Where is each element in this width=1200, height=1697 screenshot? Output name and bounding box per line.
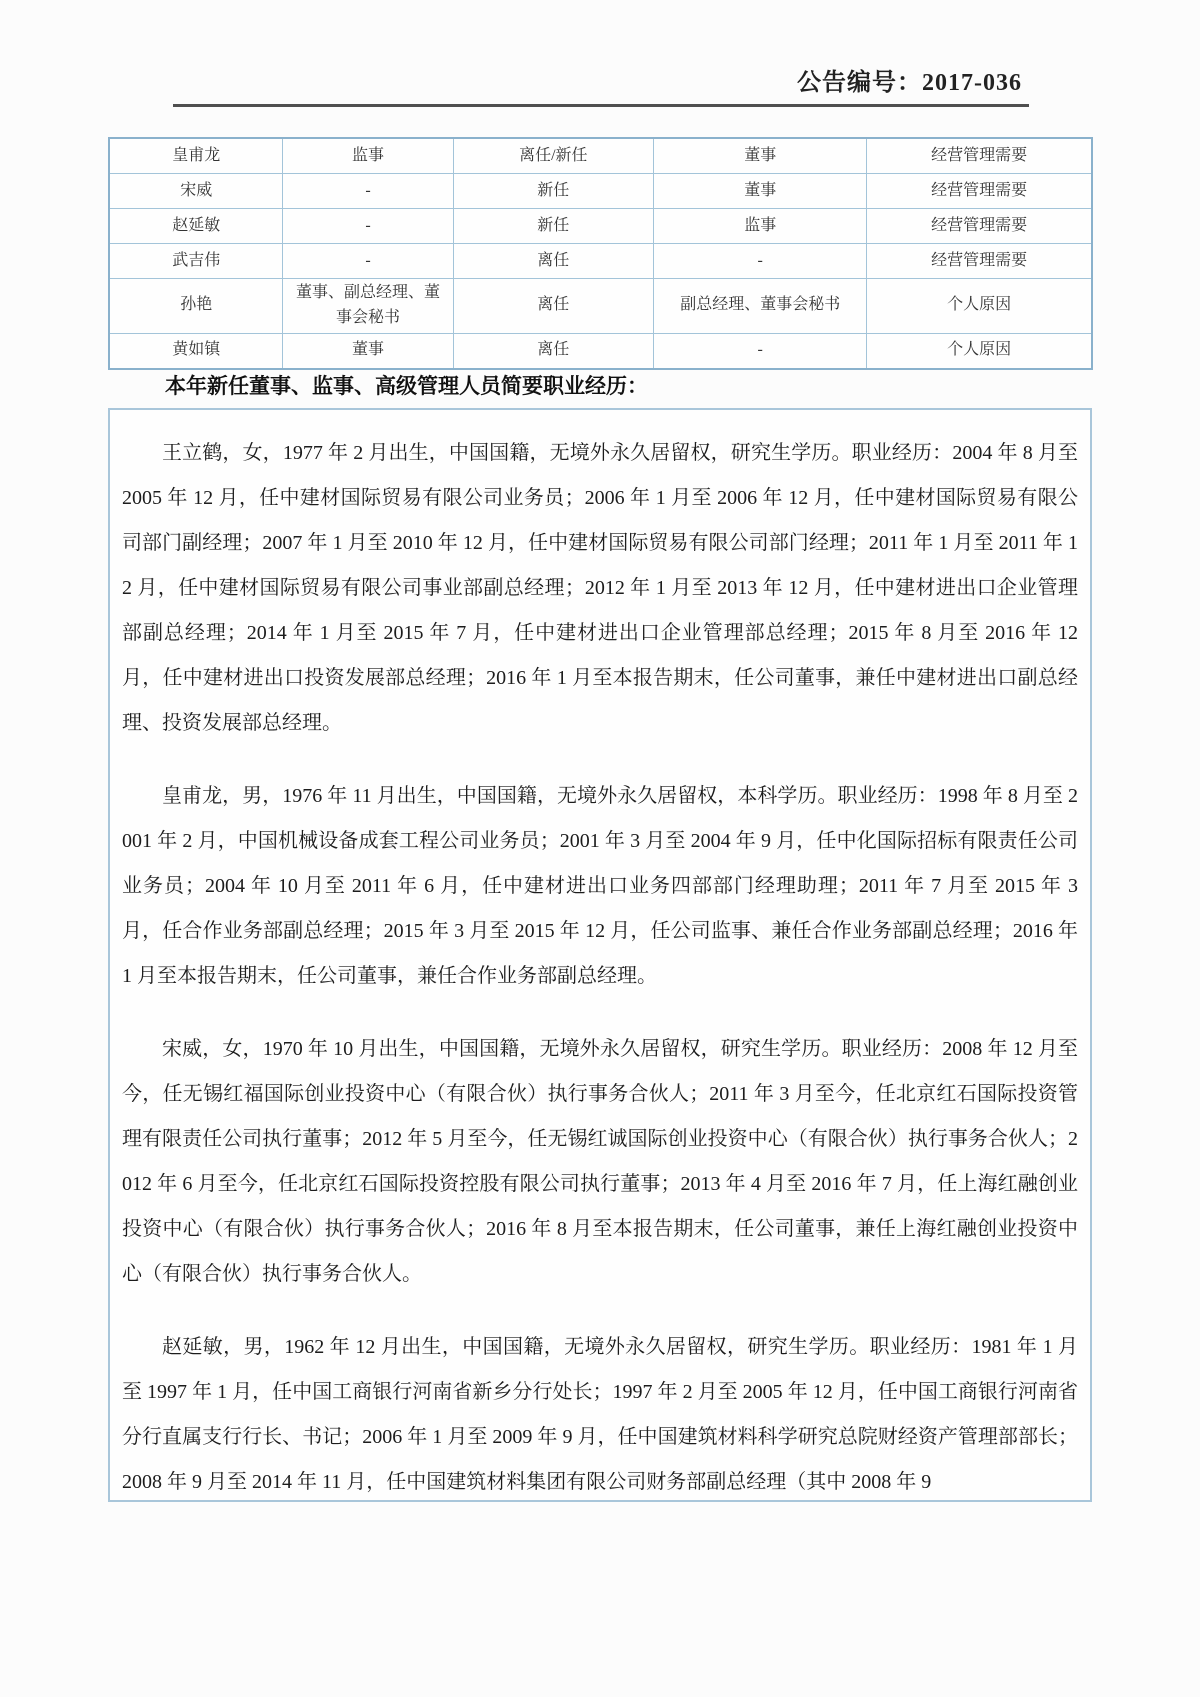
bios-text-box bbox=[108, 408, 1092, 1502]
table-row bbox=[109, 279, 1092, 334]
cell-name: 赵延敏 bbox=[109, 209, 283, 244]
cell-reason: 个人原因 bbox=[867, 333, 1092, 369]
cell-change-type: 离任/新任 bbox=[453, 138, 654, 174]
cell-after-position: 董事 bbox=[654, 138, 867, 174]
announcement-number: 公告编号：2017-036 bbox=[797, 70, 1022, 96]
cell-before-position: - bbox=[283, 209, 453, 244]
cell-name: 孙艳 bbox=[109, 279, 283, 334]
cell-name: 黄如镇 bbox=[109, 333, 283, 369]
cell-before-position: - bbox=[283, 174, 453, 209]
cell-before-position: - bbox=[283, 244, 453, 279]
bio-paragraph-huangfulong: 皇甫龙，男，1976 年 11 月出生，中国国籍，无境外永久居留权，本科学历。职业经历：1998 年 8 月至 2001 年 2 月，中国机械设备成套工程公司业务员；2001 年 3 月至 2004 年 9 月，任中化国际招标有限责任公司业务员；2004 年 10 月至 2011 年 6 月，任中建材进出口业务四部部门经理助理；2011 年 7 月至 2015 年 3 月，任合作业务部副总经理；2015 年 3 月至 2015 年 12 月，任公司监事、兼任合作业务部副总经理；2016 年 1 月至本报告期末，任公司董事，兼任合作业务部副总经理。 bbox=[122, 785, 1078, 987]
table-row bbox=[109, 138, 1092, 174]
bio-paragraph-wanglihe: 王立鹤，女，1977 年 2 月出生，中国国籍，无境外永久居留权，研究生学历。职业经历：2004 年 8 月至 2005 年 12 月，任中建材国际贸易有限公司业务员；2006 年 1 月至 2006 年 12 月，任中建材国际贸易有限公司部门副经理；2007 年 1 月至 2010 年 12 月，任中建材国际贸易有限公司部门经理；2011 年 1 月至 2011 年 12 月，任中建材国际贸易有限公司事业部副总经理；2012 年 1 月至 2013 年 12 月，任中建材进出口企业管理部副总经理；2014 年 1 月至 2015 年 7 月，任中建材进出口企业管理部总经理；2015 年 8 月至 2016 年 12 月，任中建材进出口投资发展部总经理；2016 年 1 月至本报告期末，任公司董事，兼任中建材进出口副总经理、投资发展部总经理。 bbox=[122, 442, 1078, 734]
cell-change-type: 新任 bbox=[453, 209, 654, 244]
cell-name: 宋威 bbox=[109, 174, 283, 209]
header-divider-rule bbox=[173, 104, 1029, 107]
cell-after-position: 副总经理、董事会秘书 bbox=[654, 279, 867, 334]
cell-reason: 个人原因 bbox=[867, 279, 1092, 334]
cell-reason: 经营管理需要 bbox=[867, 174, 1092, 209]
bio-paragraph-songwei: 宋威，女，1970 年 10 月出生，中国国籍，无境外永久居留权，研究生学历。职业经历：2008 年 12 月至今，任无锡红福国际创业投资中心（有限合伙）执行事务合伙人；2011 年 3 月至今，任北京红石国际投资管理有限责任公司执行董事；2012 年 5 月至今，任无锡红诚国际创业投资中心（有限合伙）执行事务合伙人；2012 年 6 月至今，任北京红石国际投资控股有限公司执行董事；2013 年 4 月至 2016 年 7 月，任上海红融创业投资中心（有限合伙）执行事务合伙人；2016 年 8 月至本报告期末，任公司董事，兼任上海红融创业投资中心（有限合伙）执行事务合伙人。 bbox=[122, 1038, 1078, 1285]
cell-change-type: 新任 bbox=[453, 174, 654, 209]
bio-paragraph-zhaoyanmin: 赵延敏，男，1962 年 12 月出生，中国国籍，无境外永久居留权，研究生学历。职业经历：1981 年 1 月至 1997 年 1 月，任中国工商银行河南省新乡分行处长；1997 年 2 月至 2005 年 12 月，任中国工商银行河南省分行直属支行行长、书记；2006 年 1 月至 2009 年 9 月，任中国建筑材料科学研究总院财经资产管理部部长；2008 年 9 月至 2014 年 11 月，任中国建筑材料集团有限公司财务部副总经理（其中 2008 年 9 bbox=[122, 1336, 1078, 1493]
cell-before-position: 董事、副总经理、董事会秘书 bbox=[283, 279, 453, 334]
cell-change-type: 离任 bbox=[453, 279, 654, 334]
cell-change-type: 离任 bbox=[453, 244, 654, 279]
cell-after-position: 监事 bbox=[654, 209, 867, 244]
cell-name: 皇甫龙 bbox=[109, 138, 283, 174]
cell-reason: 经营管理需要 bbox=[867, 209, 1092, 244]
table-row bbox=[109, 333, 1092, 369]
personnel-changes-table bbox=[108, 137, 1093, 370]
section-heading: 本年新任董事、监事、高级管理人员简要职业经历： bbox=[165, 374, 648, 398]
cell-before-position: 监事 bbox=[283, 138, 453, 174]
cell-reason: 经营管理需要 bbox=[867, 244, 1092, 279]
cell-reason: 经营管理需要 bbox=[867, 138, 1092, 174]
table-row bbox=[109, 244, 1092, 279]
cell-change-type: 离任 bbox=[453, 333, 654, 369]
cell-before-position: 董事 bbox=[283, 333, 453, 369]
cell-name: 武吉伟 bbox=[109, 244, 283, 279]
cell-after-position: 董事 bbox=[654, 174, 867, 209]
table-row bbox=[109, 174, 1092, 209]
cell-after-position: - bbox=[654, 333, 867, 369]
table-row bbox=[109, 209, 1092, 244]
cell-after-position: - bbox=[654, 244, 867, 279]
